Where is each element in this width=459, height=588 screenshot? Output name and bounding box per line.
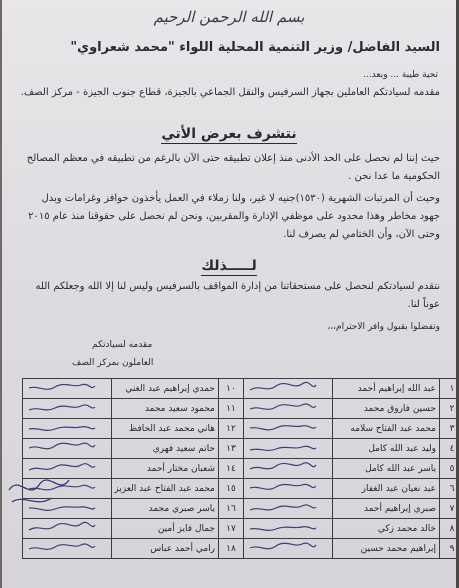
signatory-name: ياسر عبد الله كامل <box>333 459 440 479</box>
row-number: ١٦ <box>219 499 244 519</box>
handwritten-signature <box>248 481 318 495</box>
table-row <box>23 399 457 419</box>
signature-cell <box>23 379 112 399</box>
handwritten-signature <box>27 541 97 555</box>
table-row <box>23 379 457 399</box>
row-number: ١٣ <box>219 439 244 459</box>
section-heading: نتشرف بعرض الأتي <box>161 126 297 142</box>
signatory-name: محمود سعيد محمد <box>112 399 219 419</box>
signature-cell <box>23 419 112 439</box>
signature-cell <box>244 379 333 399</box>
basmala: بسم الله الرحمن الرحيم <box>153 8 305 26</box>
signatory-name: إبراهيم محمد حسين <box>333 539 440 559</box>
table-row <box>23 539 457 559</box>
handwritten-signature <box>248 401 318 415</box>
row-number: ٢ <box>440 399 457 419</box>
greeting: تحية طيبة ... وبعد... <box>363 70 438 80</box>
handwritten-signature <box>248 541 318 555</box>
signatory-name: رامي أحمد عباس <box>112 539 219 559</box>
signatory-name: وليد عبد الله كامل <box>333 439 440 459</box>
signatory-name: محمد عبد الفتاح سلامه <box>333 419 440 439</box>
paragraph-2: وحيث أن المرتبات الشهرية (١٥٣٠)جنيه لا غير، ولنا زملاء في العمل يأخذون حوافز وغرامات وبدل جهود مخاطر وهذا محدود على موظفي الإدارة والمقربين، ونحن لم نحصل على حقوقنا منذ عام ٢٠١٥ وحتى الآن، وأن الختامي لم يصرف لنا. <box>28 193 440 240</box>
signatory-name: حمدي إبراهيم عبد الغني <box>112 379 219 399</box>
row-number: ٣ <box>440 419 457 439</box>
row-number: ١١ <box>219 399 244 419</box>
table-row <box>23 459 457 479</box>
handwritten-signature <box>248 441 318 455</box>
handwritten-signature <box>248 461 318 475</box>
row-number: ١٨ <box>219 539 244 559</box>
row-number: ١٧ <box>219 519 244 539</box>
signature-cell <box>244 479 333 499</box>
signatory-name: جمال فايز أمين <box>112 519 219 539</box>
row-number: ١٠ <box>219 379 244 399</box>
closing-line: وتفضلوا بقبول وافر الاحترام،،، <box>327 322 440 332</box>
signature-cell <box>244 519 333 539</box>
handwritten-signature <box>248 381 318 395</box>
row-number: ١ <box>440 379 457 399</box>
signatory-name: محمد عبد الفتاح عبد العزيز <box>112 479 219 499</box>
signature-cell <box>244 539 333 559</box>
therefore-heading: لـــــذلك <box>201 258 257 274</box>
signature-cell <box>23 399 112 419</box>
row-number: ١٤ <box>219 459 244 479</box>
table-row <box>23 519 457 539</box>
signatory-name: ياسر صبري محمد <box>112 499 219 519</box>
signatures-table <box>22 378 456 559</box>
signature-cell <box>244 499 333 519</box>
signature-cell <box>244 399 333 419</box>
row-number: ٧ <box>440 499 457 519</box>
handwritten-signature <box>27 401 97 415</box>
signatory-name: صبري إبراهيم أحمد <box>333 499 440 519</box>
handwritten-signature <box>248 421 318 435</box>
signatory-name: شعبان مختار أحمد <box>112 459 219 479</box>
signature-cell <box>244 419 333 439</box>
addressee-line: السيد الفاضل/ وزير التنمية المحلية اللواء "محمد شعراوي" <box>70 40 440 55</box>
table-row <box>23 419 457 439</box>
signature-cell <box>23 439 112 459</box>
row-number: ٦ <box>440 479 457 499</box>
signatory-name: عبد نعيان عبد الغفار <box>333 479 440 499</box>
signatory-name: حسين فاروق محمد <box>333 399 440 419</box>
table-row <box>23 499 457 519</box>
signature-cell <box>23 519 112 539</box>
row-number: ٥ <box>440 459 457 479</box>
handwritten-signature <box>248 521 318 535</box>
handwritten-signature <box>27 441 97 455</box>
handwritten-signature <box>27 381 97 395</box>
signature-cell <box>244 459 333 479</box>
signatory-name: هاني محمد عبد الحافظ <box>112 419 219 439</box>
row-number: ٤ <box>440 439 457 459</box>
signatory-name: حاتم سعيد فهري <box>112 439 219 459</box>
margin-signature-mark <box>4 470 74 510</box>
signoff-line-2: العاملون بمركز الصف <box>72 358 154 368</box>
table-row <box>23 479 457 499</box>
signoff-line-1: مقدمه لسيادتكم <box>92 340 153 350</box>
handwritten-signature <box>27 521 97 535</box>
signatory-name: خالد محمد زكي <box>333 519 440 539</box>
handwritten-signature <box>27 421 97 435</box>
signature-cell <box>23 539 112 559</box>
signatory-name: عبد الله إبراهيم أحمد <box>333 379 440 399</box>
letter-page <box>2 0 456 588</box>
signature-cell <box>244 439 333 459</box>
table-row <box>23 439 457 459</box>
intro-paragraph: مقدمه لسيادتكم العاملين بجهاز السرفيس والنقل الجماعي بالجيزة، قطاع جنوب الجيزة - مركز الصف. <box>20 87 440 98</box>
row-number: ١٥ <box>219 479 244 499</box>
row-number: ١٢ <box>219 419 244 439</box>
row-number: ٨ <box>440 519 457 539</box>
request-paragraph: نتقدم لسيادتكم لنحصل على مستحقاتنا من إدارة المواقف بالسرفيس وليس لنا إلا الله وجعلكم الله عوناً لنا. <box>35 281 440 310</box>
handwritten-signature <box>248 501 318 515</box>
paragraph-1: حيث إننا لم نحصل على الحد الأدنى منذ إعلان تطبيقه حتى الآن بالرغم من تطبيقه في معظم المصالح الحكومية ما عدا نحن . <box>26 153 440 182</box>
row-number: ٩ <box>440 539 457 559</box>
